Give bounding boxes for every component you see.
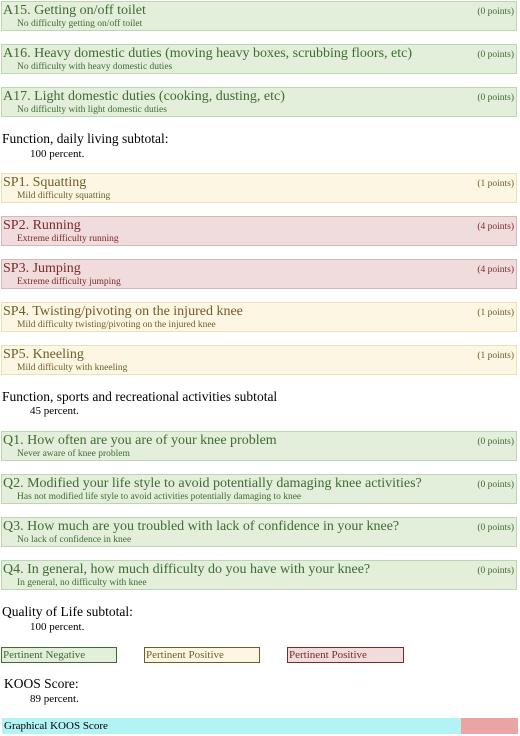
item-sp3 <box>1 259 517 289</box>
item-points: (4 points) <box>477 265 514 275</box>
item-description: No difficulty getting on/off toilet <box>17 19 143 29</box>
item-description: Extreme difficulty jumping <box>17 277 121 287</box>
item-description: No difficulty with heavy domestic duties <box>17 62 173 72</box>
item-points: (0 points) <box>477 7 514 17</box>
legend-pertinent-positive: Pertinent Positive <box>144 647 260 663</box>
item-points: (0 points) <box>477 437 514 447</box>
item-a16 <box>1 44 517 74</box>
item-title: A16. Heavy domestic duties (moving heavy boxes, scrubbing floors, etc) <box>3 46 413 61</box>
koos-score-bar-label: Graphical KOOS Score <box>4 720 108 732</box>
item-description: Mild difficulty twisting/pivoting on the injured knee <box>17 320 216 330</box>
item-sp5 <box>1 345 517 375</box>
item-q1 <box>1 431 517 461</box>
item-points: (0 points) <box>477 523 514 533</box>
item-description: No difficulty with light domestic duties <box>17 105 167 115</box>
item-description: Mild difficulty squatting <box>17 191 111 201</box>
koos-score-label: KOOS Score: <box>4 676 79 691</box>
item-description: Has not modified life style to avoid activities potentially damaging to knee <box>17 492 302 502</box>
item-title: SP1. Squatting <box>3 175 87 190</box>
item-description: No lack of confidence in knee <box>17 535 132 545</box>
daily-living-subtotal-label: Function, daily living subtotal: <box>2 131 169 146</box>
koos-score-bar <box>2 718 518 734</box>
item-points: (0 points) <box>477 566 514 576</box>
item-a15 <box>1 1 517 31</box>
item-points: (1 points) <box>477 308 514 318</box>
item-description: In general, no difficulty with knee <box>17 578 147 588</box>
item-title: SP4. Twisting/pivoting on the injured knee <box>3 304 243 319</box>
item-description: Never aware of knee problem <box>17 449 130 459</box>
quality-of-life-subtotal-label: Quality of Life subtotal: <box>2 604 133 619</box>
item-points: (1 points) <box>477 179 514 189</box>
legend-pertinent-negative: Pertinent Negative <box>1 647 117 663</box>
item-title: Q4. In general, how much difficulty do you have with your knee? <box>3 562 371 577</box>
item-description: Mild difficulty with kneeling <box>17 363 128 373</box>
legend-pertinent-positive-severe: Pertinent Positive <box>287 647 404 663</box>
item-title: Q1. How often are you are of your knee problem <box>3 433 277 448</box>
sports-subtotal-label: Function, sports and recreational activities subtotal <box>2 389 278 404</box>
item-q4 <box>1 560 517 590</box>
daily-living-subtotal-value: 100 percent. <box>30 148 85 160</box>
quality-of-life-subtotal-value: 100 percent. <box>30 621 85 633</box>
item-points: (0 points) <box>477 93 514 103</box>
koos-score-bar-remainder <box>461 718 518 734</box>
item-title: Q3. How much are you troubled with lack of confidence in your knee? <box>3 519 400 534</box>
item-points: (1 points) <box>477 351 514 361</box>
item-title: Q2. Modified your life style to avoid potentially damaging knee activities? <box>3 476 422 491</box>
item-points: (0 points) <box>477 480 514 490</box>
sports-subtotal-value: 45 percent. <box>30 405 79 417</box>
item-title: SP3. Jumping <box>3 261 81 276</box>
item-title: SP2. Running <box>3 218 81 233</box>
item-sp1 <box>1 173 517 203</box>
item-q3 <box>1 517 517 547</box>
item-title: SP5. Kneeling <box>3 347 84 362</box>
item-a17 <box>1 87 517 117</box>
item-sp2 <box>1 216 517 246</box>
item-title: A17. Light domestic duties (cooking, dusting, etc) <box>3 89 285 104</box>
item-description: Extreme difficulty running <box>17 234 119 244</box>
koos-score-value: 89 percent. <box>30 693 79 705</box>
item-q2 <box>1 474 517 504</box>
item-points: (4 points) <box>477 222 514 232</box>
item-sp4 <box>1 302 517 332</box>
item-title: A15. Getting on/off toilet <box>3 3 146 18</box>
item-points: (0 points) <box>477 50 514 60</box>
